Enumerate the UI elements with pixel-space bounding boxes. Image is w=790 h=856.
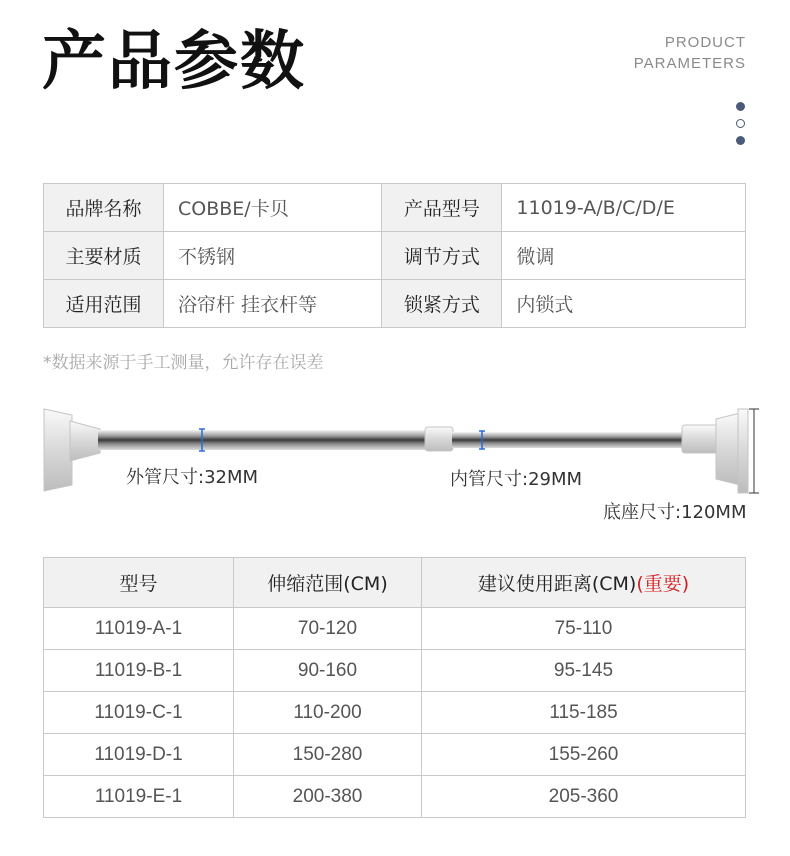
distance-cell: 75-110	[422, 608, 746, 650]
spec-value: 不锈钢	[164, 232, 382, 280]
distance-cell: 155-260	[422, 734, 746, 776]
table-row	[44, 734, 746, 776]
spec-value: COBBE/卡贝	[164, 184, 382, 232]
table-row	[44, 650, 746, 692]
measurement-note: *数据来源于手工测量，允许存在误差	[43, 353, 324, 373]
range-cell: 70-120	[234, 608, 422, 650]
left-base	[44, 409, 72, 491]
distance-header-text: 建议使用距离(CM)	[477, 573, 637, 595]
inner-tube-label: 内管尺寸:29MM	[450, 469, 583, 490]
decorative-dots	[736, 102, 746, 153]
dot-icon	[736, 136, 745, 145]
inner-tube	[452, 432, 684, 448]
spec-table	[43, 183, 746, 328]
spec-key: 适用范围	[44, 280, 164, 328]
dot-icon	[736, 102, 745, 111]
left-cap	[70, 421, 100, 461]
models-table	[43, 557, 746, 818]
table-header-row	[44, 558, 746, 608]
spec-key: 产品型号	[382, 184, 502, 232]
rod-diagram	[40, 405, 760, 525]
table-row	[44, 280, 746, 328]
distance-cell: 205-360	[422, 776, 746, 818]
subtitle-line-2: PARAMETERS	[633, 55, 746, 72]
range-cell: 90-160	[234, 650, 422, 692]
spec-key: 主要材质	[44, 232, 164, 280]
spec-value: 微调	[502, 232, 746, 280]
important-badge: (重要)	[636, 573, 690, 595]
base-label: 底座尺寸:120MM	[603, 502, 747, 523]
distance-cell: 115-185	[422, 692, 746, 734]
page-title: 产品参数	[42, 25, 306, 99]
range-cell: 200-380	[234, 776, 422, 818]
outer-tube	[98, 430, 428, 450]
spec-value: 11019-A/B/C/D/E	[502, 184, 746, 232]
column-header-model: 型号	[44, 558, 234, 608]
page-subtitle	[634, 32, 746, 74]
table-row	[44, 184, 746, 232]
spec-key: 调节方式	[382, 232, 502, 280]
right-base	[738, 409, 748, 493]
table-row	[44, 608, 746, 650]
range-cell: 110-200	[234, 692, 422, 734]
spec-key: 锁紧方式	[382, 280, 502, 328]
model-cell: 11019-A-1	[44, 608, 234, 650]
column-header-distance	[422, 558, 746, 608]
model-cell: 11019-E-1	[44, 776, 234, 818]
model-cell: 11019-C-1	[44, 692, 234, 734]
tube-joint	[425, 427, 453, 451]
dot-outline-icon	[736, 119, 745, 128]
range-cell: 150-280	[234, 734, 422, 776]
right-cap	[716, 413, 740, 485]
model-cell: 11019-B-1	[44, 650, 234, 692]
subtitle-line-1: PRODUCT	[664, 34, 746, 51]
spec-key: 品牌名称	[44, 184, 164, 232]
table-row	[44, 776, 746, 818]
table-row	[44, 692, 746, 734]
distance-cell: 95-145	[422, 650, 746, 692]
outer-tube-label: 外管尺寸:32MM	[126, 467, 259, 488]
table-row	[44, 232, 746, 280]
spec-value: 内锁式	[502, 280, 746, 328]
column-header-range: 伸缩范围(CM)	[234, 558, 422, 608]
right-sleeve	[682, 425, 718, 453]
spec-value: 浴帘杆 挂衣杆等	[164, 280, 382, 328]
model-cell: 11019-D-1	[44, 734, 234, 776]
